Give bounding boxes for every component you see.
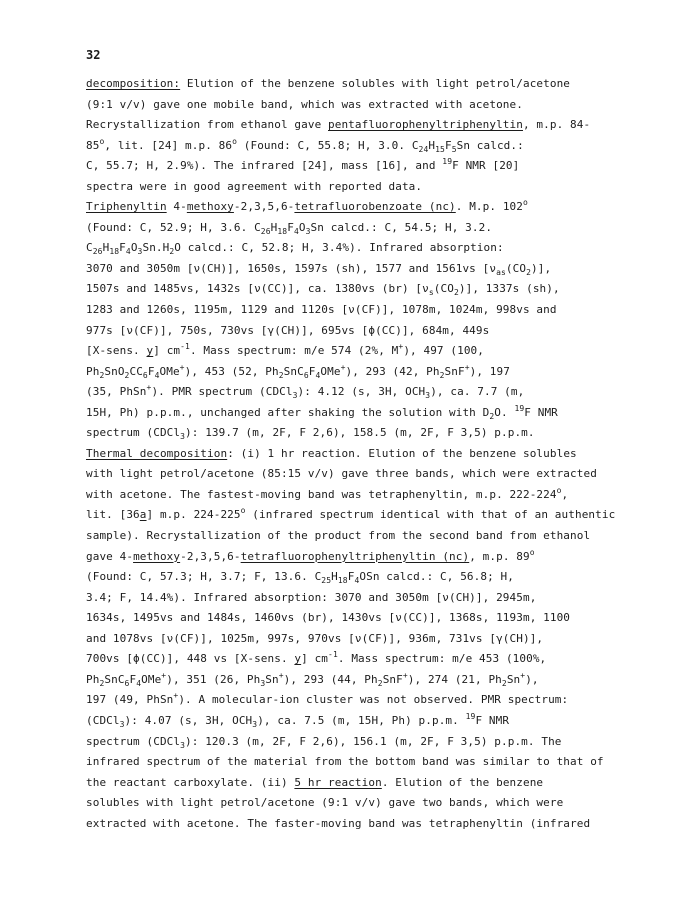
text-run: )], — [531, 261, 552, 275]
subscript: 2 — [453, 288, 459, 298]
superscript: o — [240, 506, 246, 516]
text-run: SnC — [104, 672, 125, 686]
text-run: 1507s and 1485vs, 1432s [ν(CC)], ca. 1380vs (br) [ν — [86, 282, 429, 296]
text-run: 4- — [166, 200, 187, 214]
text-line — [86, 403, 606, 424]
text-run: O — [130, 241, 138, 255]
text-line — [86, 279, 606, 300]
text-run: Sn calcd.: C, 54.5; H, 3.2. — [310, 220, 493, 234]
text-run: F NMR — [475, 713, 510, 727]
text-run: Sn — [265, 672, 279, 686]
text-run: (Found: C, 57.3; H, 3.7; F, 13.6. C — [86, 570, 322, 584]
subscript: 6 — [124, 678, 130, 688]
subscript: 4 — [315, 370, 321, 380]
subscript: 3 — [137, 247, 143, 257]
text-run: ): 139.7 (m, 2F, F 2,6), 158.5 (m, 2F, F 3,5) p.p.m. — [185, 426, 535, 440]
text-run: spectra were in good agreement with reported data. — [86, 179, 423, 193]
subscript: 4 — [293, 226, 299, 236]
subscript: 3 — [305, 226, 311, 236]
superscript: o — [556, 485, 562, 495]
text-run: F — [444, 138, 452, 152]
text-line — [86, 588, 606, 609]
text-run: SnF — [444, 364, 465, 378]
text-run: 197 (49, PhSn — [86, 693, 174, 707]
text-run: Recrystallization from ethanol gave — [86, 118, 329, 132]
superscript: + — [464, 362, 470, 372]
text-run: 85 — [86, 138, 100, 152]
subscript: 2 — [501, 678, 507, 688]
text-line — [86, 95, 606, 116]
underlined-term: a — [139, 508, 147, 522]
text-run: F — [129, 672, 137, 686]
subscript: 2 — [526, 267, 532, 277]
text-run: F — [147, 364, 155, 378]
superscript: + — [179, 362, 185, 372]
text-run: Elution of the benzene solubles with light petrol/acetone — [180, 77, 571, 90]
subscript: 2 — [124, 370, 130, 380]
text-run: and 1078vs [ν(CF)], 1025m, 997s, 970vs [ν(CF)], 936m, 731vs [γ(CH)], — [86, 631, 544, 645]
text-run: H — [270, 220, 278, 234]
underlined-term: decomposition: — [86, 77, 181, 90]
text-run: O calcd.: C, 52.8; H, 3.4%). Infrared absorption: — [174, 241, 504, 255]
text-run: 1634s, 1495vs and 1484s, 1460vs (br), 1430vs [ν(CC)], 1368s, 1193m, 1100 — [86, 611, 571, 625]
text-run: : (i) 1 hr reaction. Elution of the benzene solubles — [227, 446, 577, 460]
text-run: C, 55.7; H, 2.9%). The infrared [24], mass [16], and — [86, 159, 443, 173]
text-run: gave 4- — [86, 549, 134, 563]
subscript: 26 — [260, 226, 271, 236]
subscript: 6 — [303, 370, 309, 380]
text-run: ] cm — [301, 652, 329, 666]
text-run: the reactant carboxylate. (ii) — [86, 775, 295, 789]
text-line — [86, 567, 606, 588]
text-run: ), 453 (52, Ph — [184, 364, 279, 378]
subscript: 4 — [154, 370, 160, 380]
text-run: ), ca. 7.5 (m, 15H, Ph) p.p.m. — [257, 713, 466, 727]
subscript: 2 — [439, 370, 445, 380]
subscript: 3 — [292, 391, 298, 401]
text-run: ): 120.3 (m, 2F, F 2,6), 156.1 (m, 2F, F 3,5) p.p.m. The — [185, 734, 562, 748]
text-run: ), 274 (21, Ph — [407, 672, 502, 686]
text-run: [X-sens. — [86, 344, 147, 358]
text-run: ] m.p. 224-225 — [146, 508, 241, 522]
superscript: o — [99, 136, 105, 146]
text-line — [86, 177, 606, 198]
text-run: , — [561, 487, 569, 501]
text-run: ), ca. 7.7 (m, — [430, 385, 525, 399]
text-run: spectrum (CDCl — [86, 734, 181, 748]
text-run: SnC — [283, 364, 304, 378]
subscript: 3 — [252, 719, 258, 729]
text-run: Ph — [86, 672, 100, 686]
text-line — [86, 464, 606, 485]
text-line — [86, 341, 606, 362]
body-text — [86, 74, 616, 834]
superscript: + — [173, 691, 179, 701]
text-run: . Mass spectrum: m/e 574 (2%, M — [189, 344, 399, 358]
text-run: ] cm — [153, 344, 181, 358]
subscript: 3 — [119, 719, 125, 729]
text-run: ): 4.12 (s, 3H, OCH — [297, 385, 426, 399]
subscript: s — [428, 288, 434, 298]
subscript: 5 — [451, 144, 457, 154]
text-run: OMe — [141, 672, 162, 686]
subscript: 4 — [354, 576, 360, 586]
underlined-term: methoxy — [133, 549, 181, 563]
text-run: OSn calcd.: C, 56.8; H, — [359, 570, 514, 584]
text-line — [86, 547, 606, 568]
subscript: 18 — [337, 576, 348, 586]
text-run: OMe — [320, 364, 341, 378]
text-line — [86, 218, 606, 239]
text-run: . Elution of the benzene — [381, 775, 544, 789]
text-run: extracted with acetone. The faster-moving band was tetraphenyltin (infrared — [86, 816, 591, 830]
text-line — [86, 793, 606, 814]
subscript: 2 — [278, 370, 284, 380]
superscript: -1 — [328, 650, 338, 660]
subscript: 15 — [435, 144, 445, 154]
text-line — [86, 752, 606, 773]
text-line — [86, 238, 606, 259]
text-line — [86, 259, 606, 280]
text-run: (CO — [505, 261, 527, 275]
text-run: with acetone. The fastest-moving band was tetraphenyltin, m.p. 222-224 — [86, 487, 557, 501]
text-line — [86, 362, 606, 383]
underlined-term: 5 hr reaction — [294, 775, 382, 789]
text-run: H — [102, 241, 110, 255]
text-run: , m.p. 84- — [522, 118, 591, 132]
text-line — [86, 505, 616, 526]
subscript: 3 — [180, 740, 186, 750]
text-line — [86, 608, 606, 629]
subscript: 18 — [277, 226, 288, 236]
subscript: 2 — [169, 247, 175, 257]
text-run: SnO — [104, 364, 125, 378]
underlined-term: tetrafluorophenyltriphenyltin (nc) — [240, 549, 470, 563]
underlined-term: tetrafluorobenzoate (nc) — [294, 200, 456, 214]
subscript: 25 — [321, 576, 332, 586]
superscript: + — [161, 670, 167, 680]
subscript: 2 — [99, 370, 105, 380]
text-line — [86, 814, 606, 835]
superscript: 19 — [465, 711, 476, 721]
text-line — [86, 382, 606, 403]
underlined-term: methoxy — [186, 200, 234, 214]
text-line — [86, 711, 606, 732]
underlined-term: y — [294, 652, 302, 666]
underlined-term: pentafluorophenyltriphenyltin — [328, 118, 523, 132]
text-run: ), — [525, 672, 539, 686]
underlined-term: Triphenyltin — [86, 200, 167, 214]
text-run: H — [428, 138, 436, 152]
text-run: , m.p. 89 — [469, 549, 530, 563]
superscript: + — [520, 670, 526, 680]
superscript: + — [340, 362, 346, 372]
subscript: 4 — [125, 247, 131, 257]
text-run: F NMR — [524, 405, 558, 419]
text-run: (9:1 v/v) gave one mobile band, which was extracted with acetone. — [86, 97, 523, 111]
text-line — [86, 156, 606, 177]
text-run: F — [347, 570, 355, 584]
text-run: SnF — [382, 672, 403, 686]
text-line — [86, 690, 606, 711]
subscript: 6 — [142, 370, 148, 380]
text-run: Sn — [506, 672, 521, 686]
text-run: OMe — [159, 364, 180, 378]
text-run: (infrared spectrum identical with that of an authentic — [245, 508, 616, 522]
text-line — [86, 649, 606, 670]
text-run: , lit. [24] m.p. 86 — [104, 138, 233, 152]
superscript: o — [232, 136, 238, 146]
subscript: 26 — [92, 247, 103, 257]
text-run: H — [331, 570, 338, 584]
text-run: -2,3,5,6- — [233, 200, 295, 214]
text-run: 3.4; F, 14.4%). Infrared absorption: 3070 and 3050m [ν(CH)], 2945m, — [86, 590, 537, 604]
text-run: C — [86, 241, 93, 255]
text-run: ): 4.07 (s, 3H, OCH — [124, 713, 253, 727]
text-run: spectrum (CDCl — [86, 426, 181, 440]
text-run: . M.p. 102 — [455, 200, 523, 214]
underlined-term: y — [146, 344, 154, 358]
subscript: 3 — [180, 432, 186, 442]
text-run: O — [298, 220, 306, 234]
subscript: 2 — [99, 678, 105, 688]
underlined-term: Thermal decomposition — [86, 446, 228, 460]
text-run: F — [119, 241, 126, 255]
text-run: ), 197 — [469, 364, 510, 378]
superscript: o — [529, 547, 535, 557]
text-run: solubles with light petrol/acetone (9:1 v/v) gave two bands, which were — [86, 796, 564, 810]
superscript: + — [402, 670, 408, 680]
superscript: 19 — [514, 403, 525, 413]
text-run: sample). Recrystallization of the product from the second band from ethanol — [86, 529, 591, 543]
text-line — [86, 74, 606, 95]
text-run: Sn calcd.: — [456, 138, 524, 152]
text-run: ). PMR spectrum (CDCl — [151, 385, 293, 399]
text-run: ), 351 (26, Ph — [166, 672, 261, 686]
superscript: 19 — [442, 157, 453, 167]
text-run: ), 497 (100, — [403, 344, 484, 358]
text-run: -2,3,5,6- — [180, 549, 241, 563]
subscript: 3 — [260, 678, 266, 688]
text-line — [86, 732, 606, 753]
text-run: 977s [ν(CF)], 750s, 730vs [γ(CH)], 695vs [ϕ(CC)], 684m, 449s — [86, 323, 490, 337]
text-run: 1283 and 1260s, 1195m, 1129 and 1120s [ν(CF)], 1078m, 1024m, 998vs and — [86, 303, 557, 317]
text-line — [86, 670, 606, 691]
text-run: (CDCl — [86, 713, 120, 727]
text-run: 3070 and 3050m [ν(CH)], 1650s, 1597s (sh), 1577 and 1561vs [ν — [86, 261, 497, 275]
subscript: 24 — [418, 144, 429, 154]
subscript: as — [496, 267, 506, 277]
text-run: 700vs [ϕ(CC)], 448 vs [X-sens. — [86, 652, 295, 666]
text-line — [86, 423, 606, 444]
text-line — [86, 773, 606, 794]
text-run: (Found: C, 52.9; H, 3.6. C — [86, 220, 261, 234]
subscript: 2 — [377, 678, 383, 688]
page-number: 32 — [86, 48, 101, 62]
subscript: 2 — [489, 411, 495, 421]
text-run: with light petrol/acetone (85:15 v/v) gave three bands, which were extracted — [86, 467, 597, 481]
text-run: (CO — [433, 282, 454, 296]
text-line — [86, 485, 606, 506]
superscript: -1 — [180, 342, 190, 352]
superscript: + — [146, 383, 152, 393]
superscript: o — [523, 198, 528, 208]
subscript: 18 — [109, 247, 120, 257]
text-run: F — [308, 364, 316, 378]
text-run: F NMR [20] — [452, 159, 520, 173]
text-run: lit. [36 — [86, 508, 140, 522]
text-run: (35, PhSn — [86, 385, 147, 399]
superscript: + — [278, 670, 284, 680]
subscript: 4 — [136, 678, 142, 688]
text-line — [86, 115, 606, 136]
text-run: (Found: C, 55.8; H, 3.0. C — [237, 138, 419, 152]
text-run: 15H, Ph) p.p.m., unchanged after shaking the solution with D — [86, 405, 490, 419]
text-run: ), 293 (42, Ph — [345, 364, 440, 378]
text-line — [86, 197, 606, 218]
text-run: infrared spectrum of the material from the bottom band was similar to that of — [86, 755, 604, 769]
text-run: ), 293 (44, Ph — [283, 672, 378, 686]
text-run: )], 1337s (sh), — [458, 282, 560, 296]
text-line — [86, 136, 606, 157]
text-run: Ph — [86, 364, 100, 378]
text-run: ). A molecular-ion cluster was not observed. PMR spectrum: — [178, 693, 569, 707]
text-line — [86, 629, 606, 650]
text-line — [86, 444, 606, 465]
text-line — [86, 300, 606, 321]
superscript: + — [398, 342, 404, 352]
text-run: F — [287, 220, 294, 234]
subscript: 3 — [425, 391, 431, 401]
text-line — [86, 321, 606, 342]
text-run: . Mass spectrum: m/e 453 (100%, — [337, 652, 547, 666]
text-run: O. — [494, 405, 515, 419]
text-run: CC — [129, 364, 143, 378]
text-line — [86, 526, 606, 547]
text-run: Sn.H — [142, 241, 170, 255]
